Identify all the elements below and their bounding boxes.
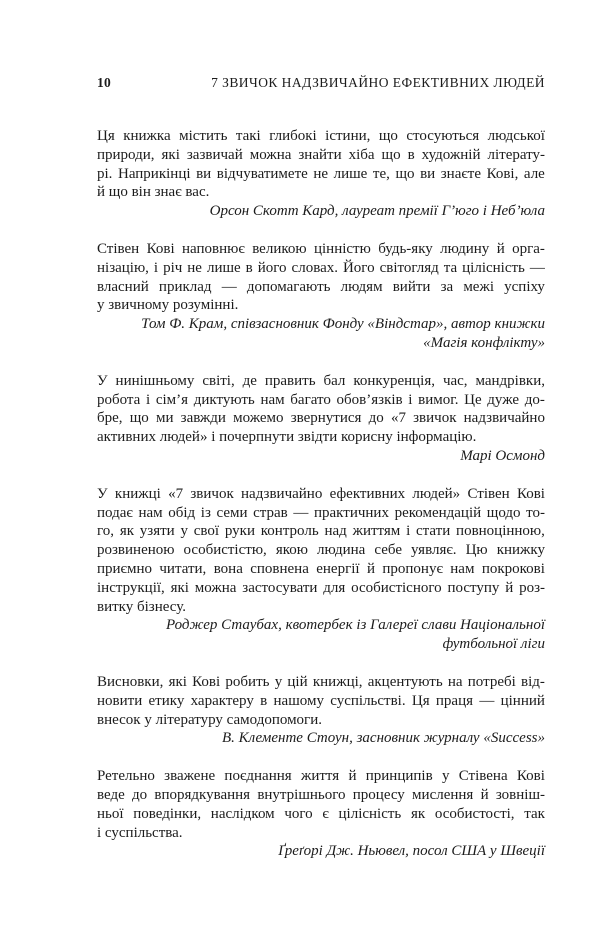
quote-line: й що він знає вас.	[97, 184, 210, 201]
quote-attribution: Том Ф. Крам, співзасновник Фонду «Віндстар», автор книжки	[141, 316, 545, 333]
quote-block	[97, 767, 545, 861]
quote-block	[97, 127, 545, 221]
quote-line: у звичному розумінні.	[97, 297, 239, 314]
quote-attribution: В. Клементе Стоун, засновник журналу «Success»	[221, 730, 545, 747]
running-header-title: 7 ЗВИЧОК НАДЗВИЧАЙНО ЕФЕКТИВНИХ ЛЮДЕЙ	[211, 75, 545, 90]
quote-line: ньої поведінки, наслідком чого є цілісність як особистості, так	[97, 805, 545, 822]
quote-line: і суспільства.	[97, 824, 183, 841]
quote-line: го, як узяти у свої руки контроль над життям і стати повноцінною,	[97, 523, 545, 540]
quote-attribution: Роджер Стаубах, квотербек із Галереї слави Національної	[166, 617, 545, 634]
quote-line: веде до впорядкування внутрішнього процесу мислення й зовніш-	[97, 786, 545, 803]
quote-attribution: «Магія конфлікту»	[423, 334, 545, 351]
quote-attribution: футбольної ліги	[442, 636, 545, 653]
quote-line: бре, що ми завжди можемо звернутися до «7 звичок надзвичайно	[97, 410, 545, 427]
quote-block	[97, 372, 545, 466]
quote-line: власний приклад — допомагають людям вийти за межі успіху	[97, 278, 545, 295]
quote-line: У книжці «7 звичок надзвичайно ефективних людей» Стівен Кові	[97, 485, 545, 502]
running-header	[97, 74, 545, 91]
quote-line: природи, які зазвичай можна знайти хіба що в художній літерату-	[97, 146, 545, 163]
quote-block	[97, 673, 545, 748]
quote-line: рі. Наприкінці ви відчуватимете не лише те, що ви знаєте Кові, але	[97, 165, 545, 182]
quote-attribution: Ґреґорі Дж. Ньювел, посол США у Швеції	[278, 843, 545, 860]
quote-line: подає нам обід із семи страв — практичних рекомендацій щодо то-	[97, 504, 545, 521]
quote-line: приємно читати, вона сповнена енергії й пропонує нам покрокові	[97, 560, 545, 577]
quote-line: внесок у літературу самодопомоги.	[97, 711, 322, 728]
quote-attribution: Марі Осмонд	[460, 447, 545, 464]
quote-line: активних людей» і почерпнути звідти корисну інформацію.	[97, 429, 477, 446]
quote-line: витку бізнесу.	[97, 598, 186, 615]
quote-line: інструкції, які можна застосувати для особистісного поступу й роз-	[97, 579, 545, 596]
quote-block	[97, 240, 545, 353]
quote-line: нізацію, і річ не лише в його словах. Його світогляд та цілісність —	[97, 259, 545, 276]
quote-line: У нинішньому світі, де править бал конкуренція, час, мандрівки,	[97, 372, 545, 389]
quote-line: Ця книжка містить такі глибокі істини, що стосуються людської	[97, 128, 545, 144]
quote-line: робота і сім’я диктують нам багато обов’язків і вимог. Це дуже до-	[97, 391, 545, 408]
quote-attribution: Орсон Скотт Кард, лауреат премії Г’юго і Неб’юла	[209, 203, 545, 220]
quote-line: Висновки, які Кові робить у цій книжці, акцентують на потребі від-	[97, 673, 545, 690]
page-number: 10	[97, 75, 111, 90]
quote-line: Ретельно зважене поєднання життя й принципів у Стівена Кові	[97, 768, 545, 785]
quotes-container	[97, 127, 545, 861]
quote-line: розвиненою особистістю, якою людина себе уявляє. Цю книжку	[97, 542, 545, 559]
quote-block	[97, 485, 545, 654]
quote-line: новити етику характеру в нашому суспільстві. Ця праця — цінний	[97, 692, 545, 709]
quote-line: Стівен Кові наповнює великою цінністю будь-яку людину й орга-	[97, 240, 545, 257]
